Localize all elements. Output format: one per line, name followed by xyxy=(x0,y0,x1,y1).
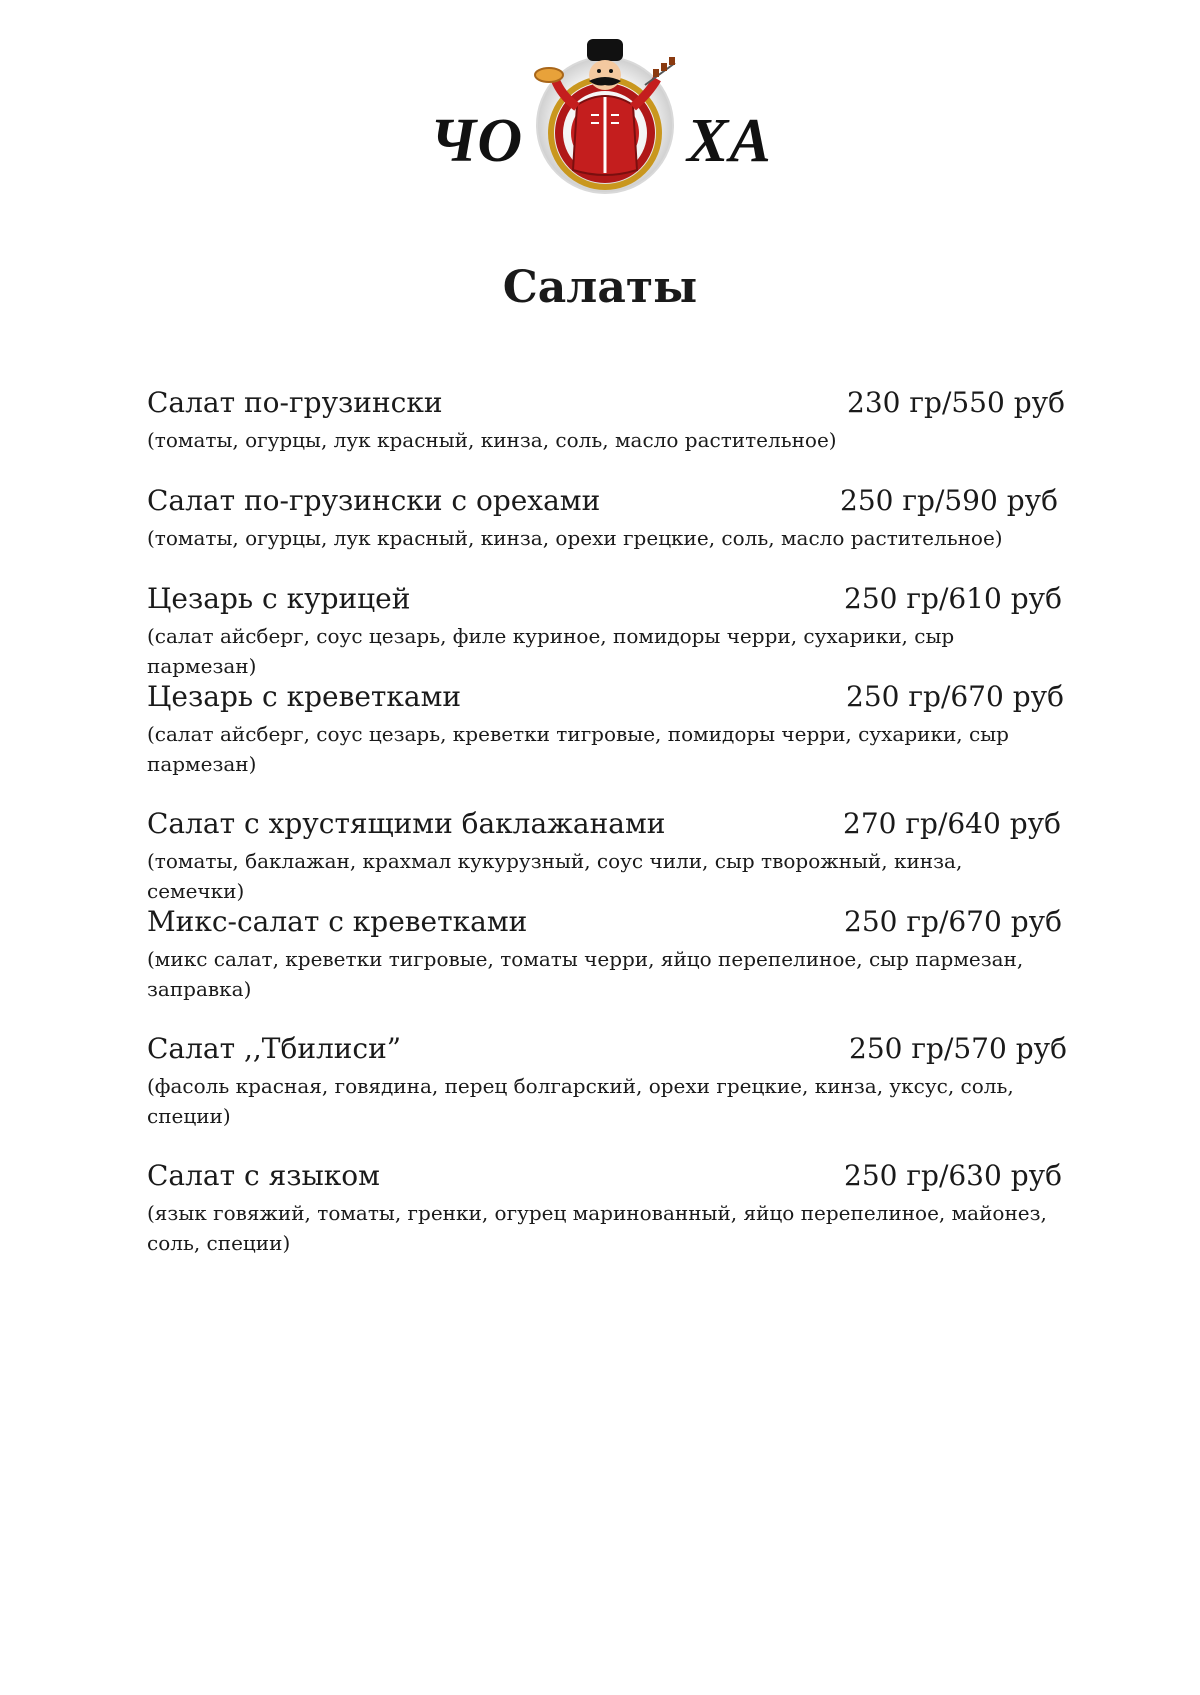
restaurant-logo xyxy=(425,35,785,200)
menu-item xyxy=(147,677,1064,779)
menu-item xyxy=(147,1029,1067,1131)
item-description: (микс салат, креветки тигровые, томаты черри, яйцо перепелиное, сыр пармезан, заправка) xyxy=(147,947,1024,1001)
menu-item xyxy=(147,804,1059,906)
chef-emblem-icon xyxy=(525,35,685,200)
page-title: Салаты xyxy=(502,262,698,313)
menu-item xyxy=(147,481,1059,553)
item-name: Микс-салат с креветками xyxy=(147,905,528,938)
logo-text-left: ЧО xyxy=(430,107,524,175)
menu-item xyxy=(147,579,1062,681)
item-price: 250 гр/610 руб xyxy=(844,582,1062,615)
item-name: Салат с хрустящими баклажанами xyxy=(147,807,666,840)
item-name: Цезарь с курицей xyxy=(147,582,411,615)
item-price: 250 гр/670 руб xyxy=(844,905,1062,938)
item-price: 230 гр/550 руб xyxy=(847,386,1065,419)
item-price: 250 гр/570 руб xyxy=(849,1032,1067,1065)
item-price: 250 гр/670 руб xyxy=(846,680,1064,713)
item-description: (фасоль красная, говядина, перец болгарский, орехи грецкие, кинза, уксус, соль, специи) xyxy=(147,1074,1014,1128)
item-name: Салат с языком xyxy=(147,1159,380,1192)
item-description: (томаты, баклажан, крахмал кукурузный, соус чили, сыр творожный, кинза, семечки) xyxy=(147,849,963,903)
item-price: 250 гр/590 руб xyxy=(840,484,1058,517)
item-description: (салат айсберг, соус цезарь, креветки тигровые, помидоры черри, сухарики, сыр пармезан) xyxy=(147,722,1009,776)
item-name: Салат по-грузински xyxy=(147,386,443,419)
item-name: Салат по-грузински с орехами xyxy=(147,484,601,517)
item-description: (салат айсберг, соус цезарь, филе куриное, помидоры черри, сухарики, сыр пармезан) xyxy=(147,624,955,678)
item-description: (томаты, огурцы, лук красный, кинза, орехи грецкие, соль, масло растительное) xyxy=(147,526,1003,550)
item-name: Салат ,,Тбилиси” xyxy=(147,1032,402,1065)
menu-item xyxy=(147,383,1065,455)
item-description: (язык говяжий, томаты, гренки, огурец маринованный, яйцо перепелиное, майонез, соль, специи) xyxy=(147,1201,1047,1255)
item-price: 270 гр/640 руб xyxy=(843,807,1061,840)
menu-item xyxy=(147,902,1062,1004)
logo-text-right: ХА xyxy=(687,107,772,175)
item-price: 250 гр/630 руб xyxy=(844,1159,1062,1192)
item-description: (томаты, огурцы, лук красный, кинза, соль, масло растительное) xyxy=(147,428,837,452)
item-name: Цезарь с креветками xyxy=(147,680,462,713)
menu-item xyxy=(147,1156,1062,1258)
